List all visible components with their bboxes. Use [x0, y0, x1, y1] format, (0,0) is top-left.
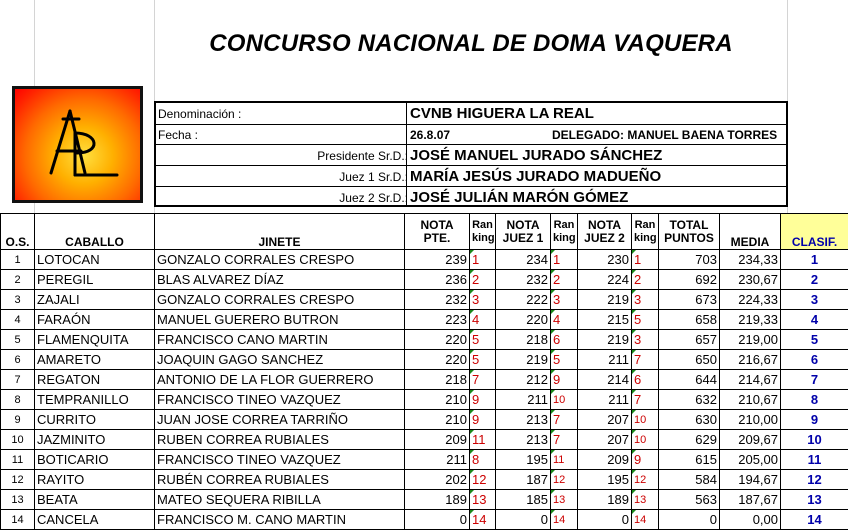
cell-ranking-juez1[interactable]: 13: [551, 490, 578, 510]
cell-nota-juez2[interactable]: 214: [578, 370, 632, 390]
cell-jinete[interactable]: RUBÉN CORREA RUBIALES: [155, 470, 405, 490]
table-row[interactable]: [1, 270, 848, 290]
cell-total-puntos[interactable]: 673: [659, 290, 720, 310]
cell-clasif[interactable]: 5: [781, 330, 848, 350]
table-row[interactable]: [1, 410, 848, 430]
cell-ranking-juez1[interactable]: 11: [551, 450, 578, 470]
col-header-total-puntos[interactable]: TOTAL PUNTOS: [659, 214, 720, 250]
cell-ranking-juez1[interactable]: 12: [551, 470, 578, 490]
cell-ranking-juez2[interactable]: 10: [632, 410, 659, 430]
cell-ranking-juez1[interactable]: 7: [551, 410, 578, 430]
fecha-value: 26.8.07: [410, 128, 451, 142]
cell-media[interactable]: 209,67: [720, 430, 781, 450]
cell-clasif[interactable]: 8: [781, 390, 848, 410]
cell-jinete[interactable]: JOAQUIN GAGO SANCHEZ: [155, 350, 405, 370]
cell-ranking-pte[interactable]: 5: [470, 330, 496, 350]
cell-jinete[interactable]: ANTONIO DE LA FLOR GUERRERO: [155, 370, 405, 390]
cell-caballo[interactable]: AMARETO: [35, 350, 155, 370]
cell-media[interactable]: 224,33: [720, 290, 781, 310]
cell-nota-juez2[interactable]: 209: [578, 450, 632, 470]
table-row[interactable]: [1, 510, 848, 530]
cell-ranking-juez2[interactable]: 14: [632, 510, 659, 530]
cell-ranking-juez1[interactable]: 1: [551, 250, 578, 270]
cell-jinete[interactable]: GONZALO CORRALES CRESPO: [155, 290, 405, 310]
col-header-nota-pte[interactable]: NOTA PTE.: [405, 214, 470, 250]
cell-nota-pte[interactable]: 210: [405, 390, 470, 410]
cell-ranking-juez2[interactable]: 1: [632, 250, 659, 270]
col-header-nota-juez1[interactable]: NOTA JUEZ 1: [496, 214, 551, 250]
cell-ranking-juez2[interactable]: 6: [632, 370, 659, 390]
cell-jinete[interactable]: RUBEN CORREA RUBIALES: [155, 430, 405, 450]
cell-media[interactable]: 216,67: [720, 350, 781, 370]
cell-os[interactable]: 10: [1, 430, 35, 450]
cell-ranking-juez1[interactable]: 9: [551, 370, 578, 390]
col-header-clasif[interactable]: CLASIF.: [781, 214, 848, 250]
cell-total-puntos[interactable]: 0: [659, 510, 720, 530]
cell-nota-pte[interactable]: 218: [405, 370, 470, 390]
cell-media[interactable]: 0,00: [720, 510, 781, 530]
cell-nota-pte[interactable]: 210: [405, 410, 470, 430]
denominacion-label: Denominación :: [158, 107, 242, 121]
table-row[interactable]: [1, 290, 848, 310]
cell-media[interactable]: 210,00: [720, 410, 781, 430]
cell-nota-juez1[interactable]: 220: [496, 310, 551, 330]
cell-os[interactable]: 6: [1, 350, 35, 370]
cell-os[interactable]: 9: [1, 410, 35, 430]
cell-nota-juez2[interactable]: 189: [578, 490, 632, 510]
cell-nota-pte[interactable]: 220: [405, 330, 470, 350]
cell-jinete[interactable]: MANUEL GUERERO BUTRON: [155, 310, 405, 330]
table-row[interactable]: [1, 430, 848, 450]
cell-nota-juez1[interactable]: 212: [496, 370, 551, 390]
cell-os[interactable]: 11: [1, 450, 35, 470]
col-header-nota-juez2[interactable]: NOTA JUEZ 2: [578, 214, 632, 250]
table-row[interactable]: [1, 470, 848, 490]
cell-nota-juez2[interactable]: 211: [578, 390, 632, 410]
cell-ranking-pte[interactable]: 11: [470, 430, 496, 450]
cell-total-puntos[interactable]: 657: [659, 330, 720, 350]
cell-nota-juez2[interactable]: 215: [578, 310, 632, 330]
cell-os[interactable]: 13: [1, 490, 35, 510]
col-header-ranking-pte[interactable]: Ran king: [470, 214, 496, 250]
cell-ranking-pte[interactable]: 2: [470, 270, 496, 290]
cell-nota-pte[interactable]: 211: [405, 450, 470, 470]
cell-clasif[interactable]: 7: [781, 370, 848, 390]
cell-jinete[interactable]: FRANCISCO TINEO VAZQUEZ: [155, 450, 405, 470]
cell-clasif[interactable]: 9: [781, 410, 848, 430]
table-row[interactable]: [1, 450, 848, 470]
cell-clasif[interactable]: 3: [781, 290, 848, 310]
cell-ranking-juez1[interactable]: 5: [551, 350, 578, 370]
cell-ranking-juez1[interactable]: 10: [551, 390, 578, 410]
cell-ranking-pte[interactable]: 13: [470, 490, 496, 510]
denominacion-value: CVNB HIGUERA LA REAL: [410, 105, 594, 122]
cell-jinete[interactable]: BLAS ALVAREZ DÍAZ: [155, 270, 405, 290]
cell-total-puntos[interactable]: 563: [659, 490, 720, 510]
page-title: CONCURSO NACIONAL DE DOMA VAQUERA: [209, 30, 733, 57]
results-table: [0, 213, 848, 530]
cell-nota-juez1[interactable]: 213: [496, 430, 551, 450]
cell-media[interactable]: 187,67: [720, 490, 781, 510]
cell-caballo[interactable]: JAZMINITO: [35, 430, 155, 450]
cell-os[interactable]: 3: [1, 290, 35, 310]
cell-nota-juez1[interactable]: 234: [496, 250, 551, 270]
cell-nota-juez2[interactable]: 219: [578, 330, 632, 350]
cell-total-puntos[interactable]: 630: [659, 410, 720, 430]
cell-nota-juez1[interactable]: 0: [496, 510, 551, 530]
table-row[interactable]: [1, 490, 848, 510]
cell-os[interactable]: 2: [1, 270, 35, 290]
cell-caballo[interactable]: PEREGIL: [35, 270, 155, 290]
cell-media[interactable]: 205,00: [720, 450, 781, 470]
cell-caballo[interactable]: REGATON: [35, 370, 155, 390]
cell-ranking-pte[interactable]: 14: [470, 510, 496, 530]
cell-ranking-pte[interactable]: 9: [470, 390, 496, 410]
cell-ranking-pte[interactable]: 5: [470, 350, 496, 370]
cell-jinete[interactable]: FRANCISCO M. CANO MARTIN: [155, 510, 405, 530]
cell-ranking-juez2[interactable]: 10: [632, 430, 659, 450]
cell-caballo[interactable]: FLAMENQUITA: [35, 330, 155, 350]
cell-clasif[interactable]: 4: [781, 310, 848, 330]
presidente-value: JOSÉ MANUEL JURADO SÁNCHEZ: [410, 147, 663, 164]
col-header-jinete[interactable]: JINETE: [155, 214, 405, 250]
table-header-row: [1, 214, 848, 250]
cell-media[interactable]: 230,67: [720, 270, 781, 290]
cell-media[interactable]: 219,33: [720, 310, 781, 330]
cell-nota-juez2[interactable]: 207: [578, 430, 632, 450]
cell-ranking-juez2[interactable]: 12: [632, 470, 659, 490]
cell-jinete[interactable]: JUAN JOSE CORREA TARRIÑO: [155, 410, 405, 430]
cell-ranking-juez1[interactable]: 2: [551, 270, 578, 290]
table-row[interactable]: [1, 310, 848, 330]
col-header-media[interactable]: MEDIA: [720, 214, 781, 250]
juez1-label: Juez 1 Sr.D.:: [339, 170, 408, 184]
cell-nota-juez2[interactable]: 211: [578, 350, 632, 370]
cell-nota-pte[interactable]: 232: [405, 290, 470, 310]
cell-nota-juez1[interactable]: 195: [496, 450, 551, 470]
cell-nota-juez1[interactable]: 218: [496, 330, 551, 350]
cell-nota-pte[interactable]: 202: [405, 470, 470, 490]
cell-nota-juez1[interactable]: 213: [496, 410, 551, 430]
cell-ranking-pte[interactable]: 8: [470, 450, 496, 470]
cell-media[interactable]: 210,67: [720, 390, 781, 410]
cell-ranking-juez1[interactable]: 6: [551, 330, 578, 350]
cell-nota-juez1[interactable]: 222: [496, 290, 551, 310]
info-row-denominacion: [156, 103, 788, 125]
info-row-presidente: [156, 145, 788, 166]
fecha-label: Fecha :: [158, 128, 199, 142]
cell-nota-juez2[interactable]: 207: [578, 410, 632, 430]
cell-ranking-pte[interactable]: 7: [470, 370, 496, 390]
juez1-value: MARÍA JESÚS JURADO MADUEÑO: [410, 168, 662, 185]
cell-ranking-juez1[interactable]: 7: [551, 430, 578, 450]
cell-clasif[interactable]: 10: [781, 430, 848, 450]
cell-os[interactable]: 7: [1, 370, 35, 390]
cell-clasif[interactable]: 11: [781, 450, 848, 470]
cell-nota-juez2[interactable]: 195: [578, 470, 632, 490]
table-row[interactable]: [1, 390, 848, 410]
cell-total-puntos[interactable]: 703: [659, 250, 720, 270]
cell-caballo[interactable]: CANCELA: [35, 510, 155, 530]
cell-total-puntos[interactable]: 658: [659, 310, 720, 330]
cell-ranking-juez1[interactable]: 14: [551, 510, 578, 530]
cell-total-puntos[interactable]: 650: [659, 350, 720, 370]
cell-total-puntos[interactable]: 644: [659, 370, 720, 390]
cell-os[interactable]: 4: [1, 310, 35, 330]
cell-ranking-juez2[interactable]: 9: [632, 450, 659, 470]
cell-jinete[interactable]: MATEO SEQUERA RIBILLA: [155, 490, 405, 510]
table-row[interactable]: [1, 250, 848, 270]
cell-caballo[interactable]: BOTICARIO: [35, 450, 155, 470]
cell-os[interactable]: 5: [1, 330, 35, 350]
cell-ranking-juez2[interactable]: 2: [632, 270, 659, 290]
cell-caballo[interactable]: LOTOCAN: [35, 250, 155, 270]
cell-clasif[interactable]: 2: [781, 270, 848, 290]
cell-media[interactable]: 194,67: [720, 470, 781, 490]
cell-total-puntos[interactable]: 632: [659, 390, 720, 410]
cell-ranking-juez1[interactable]: 3: [551, 290, 578, 310]
cell-ranking-juez1[interactable]: 4: [551, 310, 578, 330]
cell-caballo[interactable]: FARAÓN: [35, 310, 155, 330]
cell-nota-pte[interactable]: 220: [405, 350, 470, 370]
cell-ranking-pte[interactable]: 3: [470, 290, 496, 310]
cell-ranking-juez2[interactable]: 3: [632, 330, 659, 350]
cell-os[interactable]: 12: [1, 470, 35, 490]
cell-ranking-pte[interactable]: 9: [470, 410, 496, 430]
cell-total-puntos[interactable]: 629: [659, 430, 720, 450]
juez2-label: Juez 2 Sr.D.:: [339, 191, 408, 205]
cell-ranking-juez2[interactable]: 7: [632, 390, 659, 410]
col-header-ranking-juez1[interactable]: Ran king: [551, 214, 578, 250]
cell-total-puntos[interactable]: 615: [659, 450, 720, 470]
cell-caballo[interactable]: ZAJALI: [35, 290, 155, 310]
delegado-text: DELEGADO: MANUEL BAENA TORRES: [552, 128, 778, 142]
cell-nota-juez1[interactable]: 187: [496, 470, 551, 490]
info-row-juez2: [156, 187, 788, 207]
cell-nota-pte[interactable]: 0: [405, 510, 470, 530]
table-row[interactable]: [1, 350, 848, 370]
cell-os[interactable]: 1: [1, 250, 35, 270]
logo-mark-icon: [15, 89, 140, 200]
cell-nota-pte[interactable]: 223: [405, 310, 470, 330]
col-header-ranking-juez2[interactable]: Ran king: [632, 214, 659, 250]
cell-nota-juez2[interactable]: 224: [578, 270, 632, 290]
cell-caballo[interactable]: BEATA: [35, 490, 155, 510]
cell-nota-pte[interactable]: 236: [405, 270, 470, 290]
cell-nota-juez1[interactable]: 211: [496, 390, 551, 410]
table-row[interactable]: [1, 370, 848, 390]
info-row-fecha: [156, 125, 788, 145]
cell-clasif[interactable]: 13: [781, 490, 848, 510]
cell-os[interactable]: 8: [1, 390, 35, 410]
cell-total-puntos[interactable]: 584: [659, 470, 720, 490]
cell-ranking-pte[interactable]: 4: [470, 310, 496, 330]
cell-ranking-pte[interactable]: 12: [470, 470, 496, 490]
cell-caballo[interactable]: TEMPRANILLO: [35, 390, 155, 410]
juez2-value: JOSÉ JULIÁN MARÓN GÓMEZ: [410, 189, 629, 206]
cell-caballo[interactable]: RAYITO: [35, 470, 155, 490]
cell-nota-juez1[interactable]: 219: [496, 350, 551, 370]
cell-ranking-juez2[interactable]: 13: [632, 490, 659, 510]
cell-nota-pte[interactable]: 239: [405, 250, 470, 270]
cell-media[interactable]: 214,67: [720, 370, 781, 390]
cell-jinete[interactable]: GONZALO CORRALES CRESPO: [155, 250, 405, 270]
cell-os[interactable]: 14: [1, 510, 35, 530]
cell-clasif[interactable]: 6: [781, 350, 848, 370]
col-header-os[interactable]: O.S.: [1, 214, 35, 250]
cell-caballo[interactable]: CURRITO: [35, 410, 155, 430]
cell-nota-juez2[interactable]: 0: [578, 510, 632, 530]
logo: [12, 86, 143, 203]
cell-nota-juez2[interactable]: 219: [578, 290, 632, 310]
cell-clasif[interactable]: 1: [781, 250, 848, 270]
cell-nota-juez1[interactable]: 232: [496, 270, 551, 290]
cell-ranking-juez2[interactable]: 7: [632, 350, 659, 370]
cell-media[interactable]: 234,33: [720, 250, 781, 270]
info-row-juez1: [156, 166, 788, 187]
col-header-caballo[interactable]: CABALLO: [35, 214, 155, 250]
presidente-label: Presidente Sr.D.:: [317, 149, 408, 163]
cell-media[interactable]: 219,00: [720, 330, 781, 350]
cell-ranking-juez2[interactable]: 5: [632, 310, 659, 330]
cell-nota-pte[interactable]: 209: [405, 430, 470, 450]
cell-ranking-juez2[interactable]: 3: [632, 290, 659, 310]
cell-nota-pte[interactable]: 189: [405, 490, 470, 510]
cell-clasif[interactable]: 12: [781, 470, 848, 490]
cell-jinete[interactable]: FRANCISCO CANO MARTIN: [155, 330, 405, 350]
cell-nota-juez1[interactable]: 185: [496, 490, 551, 510]
cell-clasif[interactable]: 14: [781, 510, 848, 530]
cell-ranking-pte[interactable]: 1: [470, 250, 496, 270]
header-info-box: [154, 101, 788, 207]
cell-total-puntos[interactable]: 692: [659, 270, 720, 290]
cell-jinete[interactable]: FRANCISCO TINEO VAZQUEZ: [155, 390, 405, 410]
table-row[interactable]: [1, 330, 848, 350]
cell-nota-juez2[interactable]: 230: [578, 250, 632, 270]
